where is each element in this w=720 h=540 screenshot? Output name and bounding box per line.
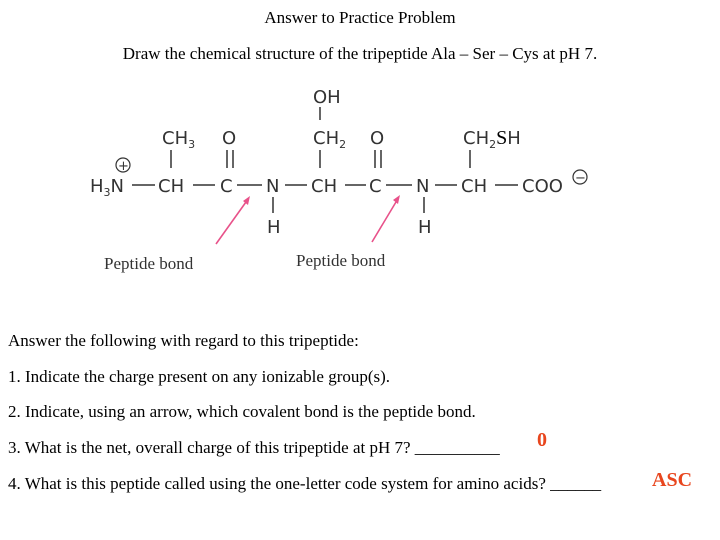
oh-label: OH — [313, 87, 341, 108]
ch2-sh-label: $CH_2SH$ — [463, 127, 521, 151]
amide-h-1: H — [267, 217, 281, 238]
arrow-peptide-bond-2 — [372, 202, 396, 242]
peptide-bond-label-1: Peptide bond — [104, 254, 194, 273]
carboxylate-label: COO — [522, 176, 563, 197]
amide-n-2: N — [416, 176, 430, 197]
question-3: 3. What is the net, overall charge of this tripeptide at pH 7? __________ — [8, 438, 500, 457]
question-4: 4. What is this peptide called using the one-letter code system for amino acids? ______ — [8, 474, 602, 493]
page-title: Answer to Practice Problem — [264, 8, 456, 27]
answer-4: ASC — [652, 469, 693, 491]
ch3-label: $CH_3$ — [162, 128, 196, 151]
answer-3: 0 — [537, 429, 547, 451]
problem-statement: Draw the chemical structure of the tripeptide Ala – Ser – Cys at pH 7. — [122, 44, 598, 63]
carbonyl-o-2: O — [370, 128, 385, 149]
alpha-ch-2: CH — [311, 176, 338, 197]
carbonyl-c-2: C — [369, 176, 382, 197]
minus-charge-icon: − — [575, 171, 586, 186]
plus-charge-icon: + — [118, 159, 129, 174]
alpha-ch-3: CH — [461, 176, 488, 197]
arrow-head-2-icon — [393, 195, 400, 204]
h3n-label: $H_3N$ — [90, 176, 125, 199]
question-1: 1. Indicate the charge present on any ionizable group(s). — [8, 367, 391, 386]
alpha-ch-1: CH — [158, 176, 185, 197]
question-2: 2. Indicate, using an arrow, which covalent bond is the peptide bond. — [8, 402, 476, 421]
amide-h-2: H — [418, 217, 432, 238]
arrow-peptide-bond-1 — [216, 202, 246, 244]
carbonyl-o-1: O — [222, 128, 237, 149]
ch2-label: $CH_2$ — [313, 128, 347, 151]
carbonyl-c-1: C — [220, 176, 233, 197]
questions-intro: Answer the following with regard to this tripeptide: — [8, 331, 359, 350]
amide-n-1: N — [266, 176, 280, 197]
peptide-bond-label-2: Peptide bond — [296, 251, 386, 270]
